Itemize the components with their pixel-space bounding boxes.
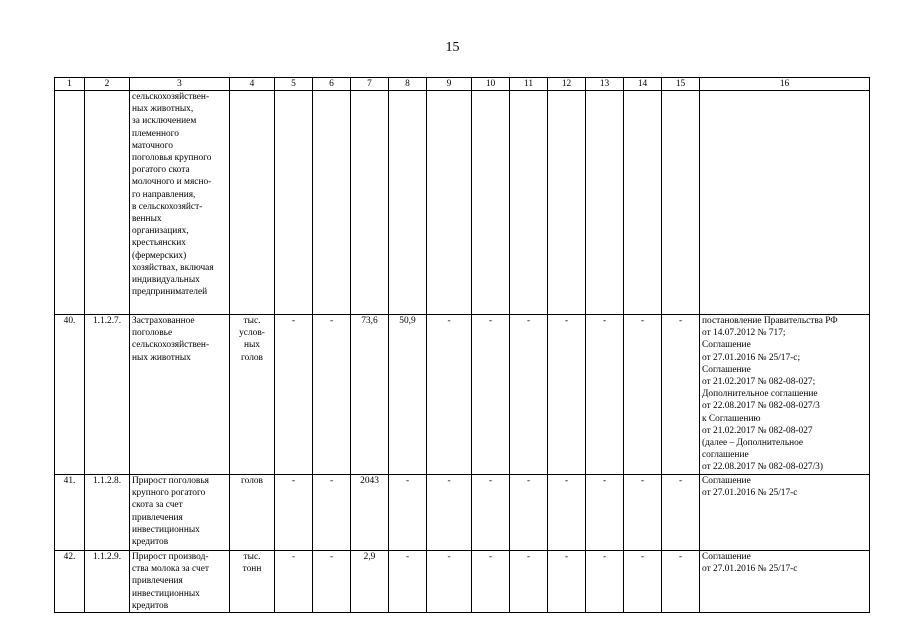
cell-line: предпринимателей <box>132 287 208 298</box>
page-number: 15 <box>445 40 460 55</box>
cell-line: маточного <box>132 140 173 151</box>
row-number-cell: 42. <box>55 551 85 613</box>
empty-cell <box>624 91 662 315</box>
column-header-3: 3 <box>130 78 230 91</box>
value-cell-7: 2,9 <box>351 551 389 613</box>
value-cell-13: - <box>586 551 624 613</box>
cell-line: ных животных, <box>132 104 194 115</box>
indicator-name-cell <box>130 91 230 315</box>
cell-line: инвестиционных <box>132 588 200 599</box>
unit-cell <box>230 315 275 475</box>
cell-line: от 22.08.2017 № 082-08-027/3 <box>702 401 820 412</box>
column-header-4: 4 <box>230 78 275 91</box>
cell-line: поголовья крупного <box>132 153 212 164</box>
value-cell-8: - <box>389 475 427 551</box>
cell-line: Дополнительное соглашение <box>702 389 818 400</box>
cell-line: скота за счет <box>132 500 183 511</box>
value-cell-5: - <box>275 475 313 551</box>
empty-cell <box>230 91 275 315</box>
column-header-13: 13 <box>586 78 624 91</box>
cell-line: от 14.07.2012 № 717; <box>702 328 786 339</box>
empty-cell <box>55 91 85 315</box>
value-cell-9: - <box>427 315 472 475</box>
value-cell-10: - <box>472 475 510 551</box>
indicator-name-cell <box>130 551 230 613</box>
cell-line: постановление Правительства РФ <box>702 316 838 326</box>
value-cell-11: - <box>510 551 548 613</box>
value-cell-11: - <box>510 315 548 475</box>
cell-line: тыс. <box>243 316 261 326</box>
empty-cell <box>548 91 586 315</box>
data-table <box>54 77 870 613</box>
indicator-name-cell <box>130 315 230 475</box>
cell-line: Застрахованное <box>132 316 195 326</box>
value-cell-6: - <box>313 475 351 551</box>
unit-cell <box>230 551 275 613</box>
cell-line: тыс. <box>243 552 261 562</box>
empty-cell <box>351 91 389 315</box>
column-header-5: 5 <box>275 78 313 91</box>
column-header-1: 1 <box>55 78 85 91</box>
value-cell-14: - <box>624 475 662 551</box>
cell-line: от 21.02.2017 № 082-08-027 <box>702 425 813 436</box>
cell-line: (фермерских) <box>132 250 187 261</box>
value-cell-9: - <box>427 551 472 613</box>
code-cell: 1.1.2.9. <box>85 551 130 613</box>
cell-line: крестьянских <box>132 238 186 249</box>
column-header-12: 12 <box>548 78 586 91</box>
value-cell-8: - <box>389 551 427 613</box>
cell-line: (далее – Дополнительное <box>702 438 804 449</box>
value-cell-6: - <box>313 551 351 613</box>
cell-line: в сельскохозяйст- <box>132 201 203 212</box>
cell-line: Соглашение <box>702 552 751 562</box>
cell-line: от 27.01.2016 № 25/17-с <box>702 564 798 575</box>
source-document-cell <box>700 475 870 551</box>
cell-line: от 22.08.2017 № 082-08-027/3) <box>702 462 823 473</box>
cell-line: Соглашение <box>702 476 751 486</box>
value-cell-6: - <box>313 315 351 475</box>
cell-line: голов <box>241 352 263 363</box>
value-cell-7: 73,6 <box>351 315 389 475</box>
cell-line: услов- <box>239 328 265 339</box>
code-cell: 1.1.2.7. <box>85 315 130 475</box>
source-document-cell <box>700 315 870 475</box>
cell-line: ных <box>243 340 260 351</box>
continuation-row <box>55 91 870 315</box>
value-cell-12: - <box>548 315 586 475</box>
table-row <box>55 551 870 613</box>
cell-line: инвестиционных <box>132 524 200 535</box>
cell-line: от 27.01.2016 № 25/17-с; <box>702 352 801 363</box>
header-row <box>55 78 870 91</box>
empty-cell <box>389 91 427 315</box>
cell-line: кредитов <box>132 600 169 611</box>
empty-cell <box>275 91 313 315</box>
column-header-10: 10 <box>472 78 510 91</box>
cell-line: племенного <box>132 128 179 139</box>
value-cell-8: 50,9 <box>389 315 427 475</box>
value-cell-13: - <box>586 475 624 551</box>
cell-line: сельскохозяйствен- <box>132 92 210 102</box>
value-cell-11: - <box>510 475 548 551</box>
value-cell-13: - <box>586 315 624 475</box>
empty-cell <box>85 91 130 315</box>
table-row <box>55 475 870 551</box>
cell-line: от 21.02.2017 № 082-08-027; <box>702 377 816 388</box>
cell-line: привлечения <box>132 576 183 587</box>
cell-line: рогатого скота <box>132 165 190 176</box>
column-header-9: 9 <box>427 78 472 91</box>
cell-line: к Соглашению <box>702 413 761 424</box>
column-header-6: 6 <box>313 78 351 91</box>
cell-line: ства молока за счет <box>132 564 209 575</box>
value-cell-10: - <box>472 315 510 475</box>
value-cell-15: - <box>662 475 700 551</box>
cell-line: привлечения <box>132 512 183 523</box>
value-cell-14: - <box>624 551 662 613</box>
row-number-cell: 41. <box>55 475 85 551</box>
value-cell-14: - <box>624 315 662 475</box>
row-number-cell: 40. <box>55 315 85 475</box>
cell-line: организациях, <box>132 226 189 237</box>
cell-line: за исключением <box>132 116 197 127</box>
value-cell-7: 2043 <box>351 475 389 551</box>
cell-line: индивидуальных <box>132 275 200 286</box>
cell-line: поголовье <box>132 328 173 339</box>
empty-cell <box>510 91 548 315</box>
cell-line: сельскохозяйствен- <box>132 340 210 351</box>
cell-line: голов <box>241 476 263 486</box>
value-cell-12: - <box>548 475 586 551</box>
column-header-7: 7 <box>351 78 389 91</box>
value-cell-10: - <box>472 551 510 613</box>
indicator-name-cell <box>130 475 230 551</box>
cell-line: венных <box>132 214 162 225</box>
cell-line: хозяйствах, включая <box>132 262 214 273</box>
column-header-11: 11 <box>510 78 548 91</box>
value-cell-9: - <box>427 475 472 551</box>
value-cell-5: - <box>275 551 313 613</box>
value-cell-15: - <box>662 315 700 475</box>
cell-line: Прирост поголовья <box>132 476 209 486</box>
cell-line: соглашение <box>702 450 749 461</box>
cell-line: тонн <box>242 564 262 575</box>
column-header-14: 14 <box>624 78 662 91</box>
cell-line: Соглашение <box>702 364 751 375</box>
empty-cell <box>700 91 870 315</box>
cell-line: Прирост производ- <box>132 552 209 562</box>
empty-cell <box>662 91 700 315</box>
empty-cell <box>586 91 624 315</box>
table-row <box>55 315 870 475</box>
cell-line: от 27.01.2016 № 25/17-с <box>702 488 798 499</box>
cell-line: ных животных <box>132 352 191 363</box>
value-cell-15: - <box>662 551 700 613</box>
source-document-cell <box>700 551 870 613</box>
value-cell-12: - <box>548 551 586 613</box>
column-header-2: 2 <box>85 78 130 91</box>
empty-cell <box>313 91 351 315</box>
cell-line: Соглашение <box>702 340 751 351</box>
empty-cell <box>472 91 510 315</box>
cell-line: го направления, <box>132 189 196 200</box>
value-cell-5: - <box>275 315 313 475</box>
column-header-8: 8 <box>389 78 427 91</box>
column-header-15: 15 <box>662 78 700 91</box>
empty-cell <box>427 91 472 315</box>
cell-line: молочного и мясно- <box>132 177 212 188</box>
code-cell: 1.1.2.8. <box>85 475 130 551</box>
column-header-16: 16 <box>700 78 870 91</box>
cell-line: кредитов <box>132 537 169 548</box>
cell-line: крупного рогатого <box>132 488 206 499</box>
unit-cell <box>230 475 275 551</box>
